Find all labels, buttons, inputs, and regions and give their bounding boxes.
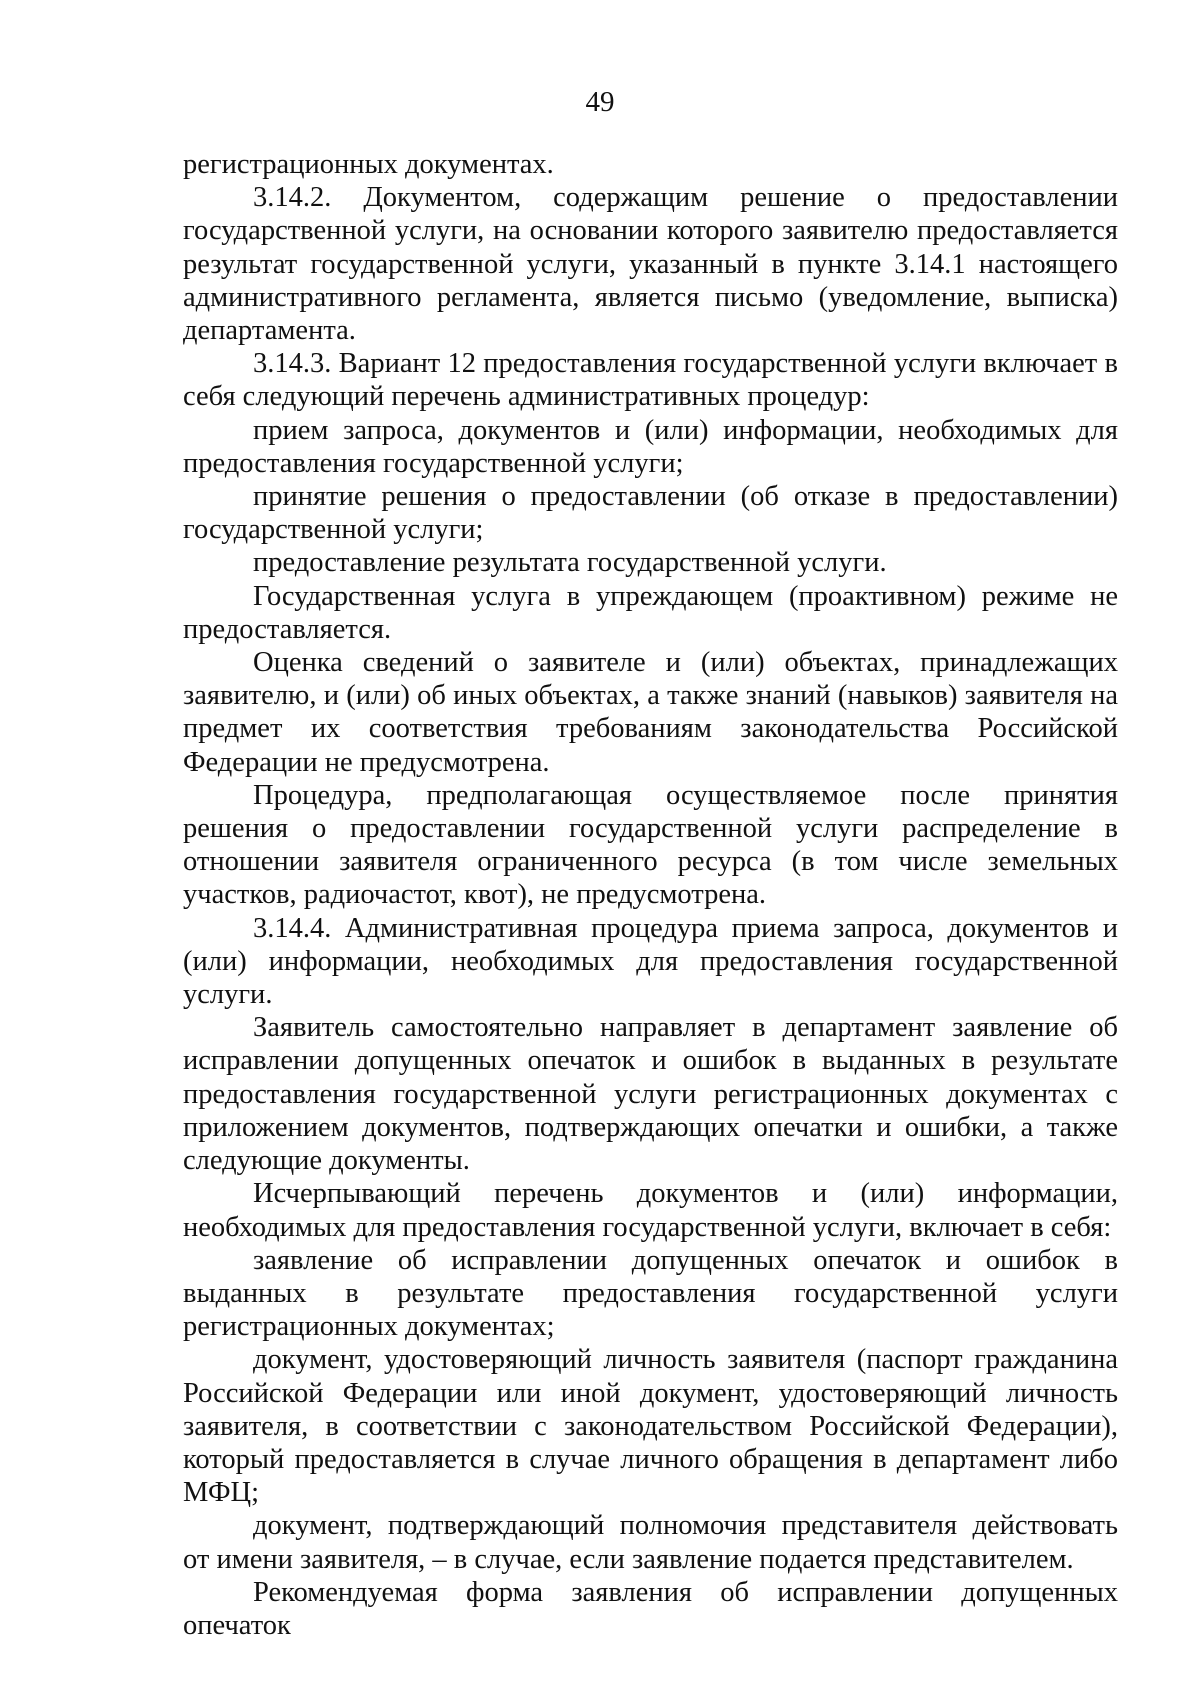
- paragraph-exhaustive-list: Исчерпывающий перечень документов и (или) информации, необходимых для предоставления государственной услуги, включает в себя:: [183, 1178, 1118, 1243]
- paragraph-3-14-2: 3.14.2. Документом, содержащим решение о предоставлении государственной услуги, на основании которого заявителю предоставляется результат государственной услуги, указанный в пункте 3.14.1 настоящего административного регламента, является письмо (уведомление, выписка) департамента.: [183, 182, 1118, 347]
- document-body: [183, 148, 1118, 1642]
- paragraph-continuation: регистрационных документах.: [183, 149, 554, 180]
- paragraph-proactive-mode: Государственная услуга в упреждающем (проактивном) режиме не предоставляется.: [183, 580, 1118, 645]
- list-item-document-2: документ, удостоверяющий личность заявителя (паспорт гражданина Российской Федерации или иной документ, удостоверяющий личность заявителя, в соответствии с законодательством Российской Федерации), который предоставляется в случае личного обращения в департамент либо МФЦ;: [183, 1344, 1118, 1509]
- paragraph-3-14-3: 3.14.3. Вариант 12 предоставления государственной услуги включает в себя следующий перечень административных процедур:: [183, 348, 1118, 413]
- list-item-procedure-3: предоставление результата государственной услуги.: [253, 547, 887, 579]
- list-item-document-1: заявление об исправлении допущенных опечаток и ошибок в выданных в результате предоставления государственной услуги регистрационных документах;: [183, 1244, 1118, 1343]
- list-item-procedure-1: прием запроса, документов и (или) информации, необходимых для предоставления государственной услуги;: [183, 414, 1118, 479]
- paragraph-recommended-form: Рекомендуемая форма заявления об исправлении допущенных опечаток: [183, 1576, 1118, 1641]
- list-item-procedure-2: принятие решения о предоставлении (об отказе в предоставлении) государственной услуги;: [183, 481, 1118, 546]
- paragraph-assessment: Оценка сведений о заявителе и (или) объектах, принадлежащих заявителю, и (или) об иных объектах, а также знаний (навыков) заявителя на предмет их соответствия требованиям законодательства Российской Федерации не предусмотрена.: [183, 647, 1118, 778]
- paragraph-resource-distribution: Процедура, предполагающая осуществляемое после принятия решения о предоставлении государственной услуги распределение в отношении заявителя ограниченного ресурса (в том числе земельных участков, радиочастот, квот), не предусмотрена.: [183, 779, 1118, 911]
- paragraph-3-14-4: 3.14.4. Административная процедура приема запроса, документов и (или) информации, необходимых для предоставления государственной услуги.: [183, 912, 1118, 1011]
- page-number: 49: [585, 86, 615, 118]
- paragraph-applicant-submits: Заявитель самостоятельно направляет в департамент заявление об исправлении допущенных опечаток и ошибок в выданных в результате предоставления государственной услуги регистрационных документах с приложением документов, подтверждающих опечатки и ошибки, а также следующие документы.: [183, 1012, 1118, 1177]
- list-item-document-3: документ, подтверждающий полномочия представителя действовать от имени заявителя, – в случае, если заявление подается представителем.: [183, 1510, 1118, 1575]
